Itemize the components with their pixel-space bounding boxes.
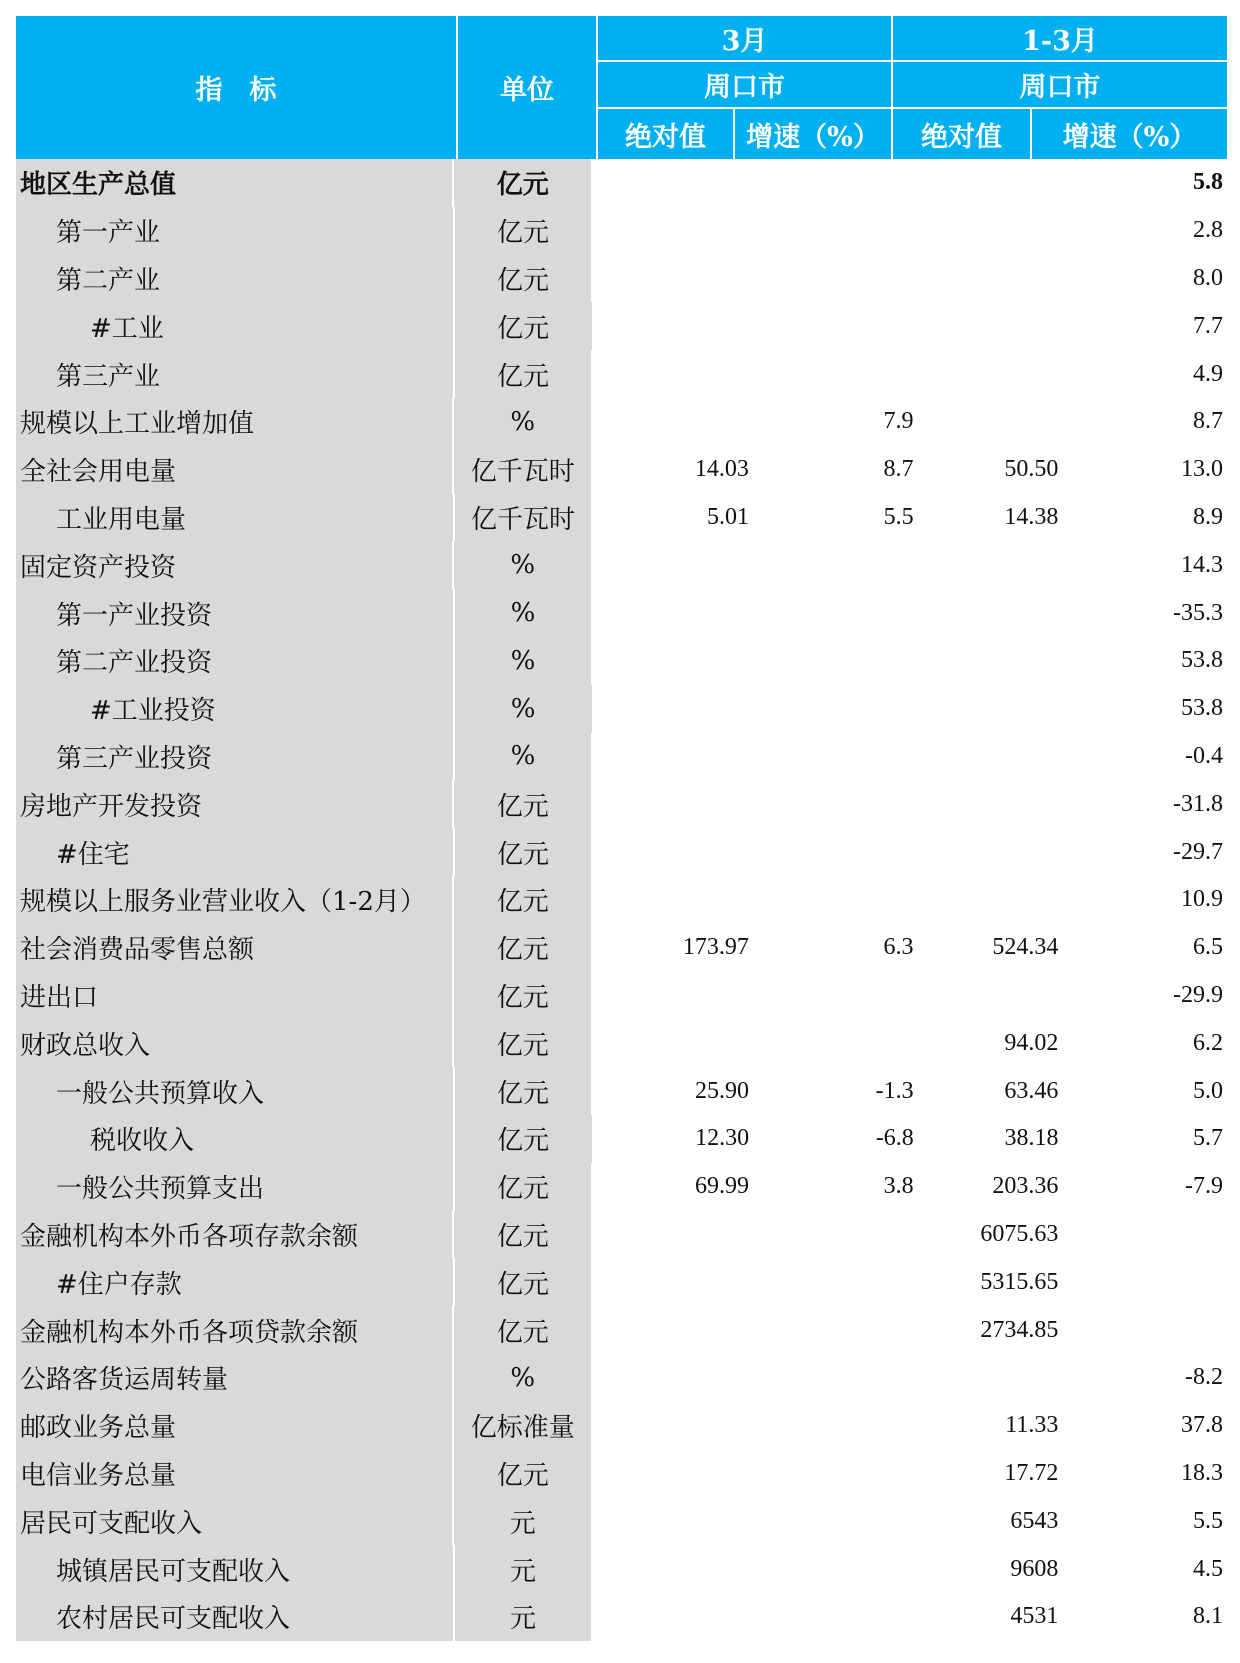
row-q1-abs: 6075.63 xyxy=(980,1220,1059,1247)
row-march-abs xyxy=(593,1497,753,1545)
row-q1-abs xyxy=(918,350,1063,398)
row-march-abs: 69.99 xyxy=(695,1173,750,1200)
table-row xyxy=(16,685,1227,733)
table-row xyxy=(16,1593,1227,1641)
row-march-growth: 8.7 xyxy=(883,456,914,483)
row-unit: % xyxy=(455,589,592,637)
row-q1-growth: 5.8 xyxy=(1192,169,1223,196)
row-q1-growth: 5.7 xyxy=(1193,1125,1223,1152)
table-header xyxy=(16,16,1227,159)
row-indicator: 财政总收入 xyxy=(16,1019,452,1067)
row-q1-growth: 53.8 xyxy=(1181,695,1223,722)
row-unit: % xyxy=(454,1354,591,1402)
row-march-growth: 3.8 xyxy=(883,1173,914,1200)
row-march-abs: 25.90 xyxy=(695,1077,750,1104)
row-march-growth xyxy=(753,1450,918,1498)
row-march-growth xyxy=(753,1402,918,1450)
row-march-abs xyxy=(594,302,754,350)
row-q1-abs: 11.33 xyxy=(1005,1412,1059,1439)
row-q1-abs xyxy=(918,780,1063,828)
row-indicator: 金融机构本外币各项贷款余额 xyxy=(16,1306,452,1354)
row-q1-growth: -0.4 xyxy=(1185,742,1224,769)
row-march-abs xyxy=(593,589,753,637)
row-q1-growth xyxy=(1062,1258,1227,1306)
statistics-table xyxy=(16,16,1227,1641)
row-unit: 亿元 xyxy=(455,1067,592,1115)
row-march-abs: 173.97 xyxy=(682,934,749,961)
header-unit: 单位 xyxy=(500,75,554,106)
table-row xyxy=(16,207,1227,255)
row-q1-abs xyxy=(918,398,1063,446)
row-q1-growth: 4.9 xyxy=(1193,360,1224,387)
row-march-abs xyxy=(593,637,753,685)
row-march-growth xyxy=(753,1497,918,1545)
row-march-abs xyxy=(593,733,753,781)
row-q1-growth: 5.5 xyxy=(1192,1507,1223,1534)
row-indicator: 公路客货运周转量 xyxy=(16,1354,452,1402)
table-row xyxy=(16,1067,1227,1115)
table-row xyxy=(16,1115,1227,1163)
row-march-abs xyxy=(593,207,753,255)
row-unit: 亿千瓦时 xyxy=(454,446,591,494)
row-march-abs xyxy=(593,1258,753,1306)
row-unit: 亿元 xyxy=(454,780,591,828)
row-q1-abs xyxy=(918,255,1063,303)
header-period-q1: 1-3月 xyxy=(1022,25,1098,57)
row-march-growth: 7.9 xyxy=(883,408,914,435)
row-q1-abs: 17.72 xyxy=(1004,1459,1059,1486)
row-unit: 亿元 xyxy=(455,1115,592,1163)
table-row xyxy=(16,637,1227,685)
row-march-abs: 14.03 xyxy=(694,456,749,483)
row-q1-growth: -31.8 xyxy=(1172,790,1223,817)
row-indicator: 工业用电量 xyxy=(16,494,453,542)
row-indicator: 第一产业投资 xyxy=(16,589,453,637)
row-q1-growth: -29.9 xyxy=(1172,981,1223,1008)
row-march-growth xyxy=(753,589,918,637)
row-q1-abs: 203.36 xyxy=(992,1173,1059,1200)
row-q1-growth: -8.2 xyxy=(1184,1364,1223,1391)
row-q1-abs xyxy=(918,207,1063,255)
row-q1-abs xyxy=(918,541,1063,589)
row-march-abs xyxy=(593,828,753,876)
row-q1-growth: 2.8 xyxy=(1193,217,1224,244)
row-indicator: #工业投资 xyxy=(16,685,453,733)
row-q1-abs xyxy=(918,828,1063,876)
row-indicator: 农村居民可支配收入 xyxy=(16,1593,453,1641)
row-march-abs xyxy=(593,1211,753,1259)
row-q1-growth: -35.3 xyxy=(1173,599,1224,626)
row-unit: 亿元 xyxy=(454,1450,591,1498)
row-indicator: 第二产业投资 xyxy=(16,637,453,685)
table-row xyxy=(16,302,1227,350)
row-march-growth xyxy=(753,1593,918,1641)
row-unit: 亿元 xyxy=(454,924,591,972)
row-unit: 亿元 xyxy=(455,255,592,303)
row-march-growth xyxy=(753,828,918,876)
row-q1-growth: 37.8 xyxy=(1180,1412,1223,1439)
row-march-abs xyxy=(593,159,753,207)
row-indicator: 一般公共预算支出 xyxy=(16,1163,453,1211)
row-unit: % xyxy=(454,398,591,446)
row-march-growth xyxy=(753,637,918,685)
row-indicator: #住户存款 xyxy=(16,1258,453,1306)
row-q1-abs xyxy=(918,685,1063,733)
row-q1-growth: 4.5 xyxy=(1193,1555,1224,1582)
row-unit: 亿元 xyxy=(455,1163,592,1211)
table-row xyxy=(16,494,1227,542)
row-indicator: 第三产业投资 xyxy=(16,733,453,781)
row-q1-growth: 8.0 xyxy=(1193,264,1224,291)
row-march-growth: 6.3 xyxy=(883,934,914,961)
row-q1-growth: 6.2 xyxy=(1192,1029,1223,1056)
row-q1-growth: 13.0 xyxy=(1180,456,1223,483)
row-indicator: 规模以上工业增加值 xyxy=(16,398,452,446)
row-q1-growth xyxy=(1062,1211,1227,1259)
row-q1-abs: 50.50 xyxy=(1004,456,1059,483)
row-unit: 亿元 xyxy=(455,207,592,255)
row-march-abs xyxy=(593,1402,753,1450)
row-indicator: #工业 xyxy=(16,302,453,350)
row-march-abs xyxy=(593,1354,753,1402)
table-row xyxy=(16,1306,1227,1354)
row-unit: 亿标准量 xyxy=(454,1402,591,1450)
row-q1-abs xyxy=(918,159,1063,207)
table-row xyxy=(16,780,1227,828)
table-row xyxy=(16,876,1227,924)
row-q1-growth: 14.3 xyxy=(1180,551,1223,578)
row-indicator: 城镇居民可支配收入 xyxy=(16,1545,453,1593)
row-march-abs xyxy=(593,1306,753,1354)
table-row xyxy=(16,924,1227,972)
header-indicator: 指 标 xyxy=(195,75,277,106)
row-q1-abs: 9608 xyxy=(1010,1555,1059,1582)
row-indicator: 邮政业务总量 xyxy=(16,1402,452,1450)
row-q1-abs xyxy=(918,589,1063,637)
row-unit: % xyxy=(455,637,592,685)
row-q1-abs xyxy=(918,637,1063,685)
table-row xyxy=(16,972,1227,1020)
row-indicator: 第三产业 xyxy=(16,350,453,398)
row-indicator: 金融机构本外币各项存款余额 xyxy=(16,1211,452,1259)
row-march-growth xyxy=(753,733,918,781)
row-march-growth xyxy=(753,972,918,1020)
row-q1-growth xyxy=(1062,1306,1227,1354)
header-growth-march: 增速（%） xyxy=(746,121,880,153)
row-q1-abs: 5315.65 xyxy=(980,1268,1059,1295)
row-q1-growth: 8.1 xyxy=(1193,1603,1224,1630)
table-row xyxy=(16,828,1227,876)
row-march-growth xyxy=(753,1306,918,1354)
row-march-abs: 12.30 xyxy=(695,1125,750,1152)
row-unit: 亿元 xyxy=(454,1306,591,1354)
row-q1-abs: 38.18 xyxy=(1004,1125,1059,1152)
row-march-growth xyxy=(753,780,918,828)
row-indicator: 地区生产总值 xyxy=(16,159,452,207)
row-march-growth xyxy=(753,1019,918,1067)
row-march-abs xyxy=(593,876,753,924)
row-indicator: 全社会用电量 xyxy=(16,446,452,494)
row-march-growth xyxy=(753,350,918,398)
header-period-march: 3月 xyxy=(721,25,768,57)
row-q1-abs: 14.38 xyxy=(1004,503,1059,530)
row-indicator: 一般公共预算收入 xyxy=(16,1067,453,1115)
row-march-abs xyxy=(593,1450,753,1498)
row-q1-abs xyxy=(918,1354,1063,1402)
row-march-abs xyxy=(593,780,753,828)
row-march-growth xyxy=(753,541,918,589)
table-row xyxy=(16,1019,1227,1067)
row-march-growth: 5.5 xyxy=(883,503,914,530)
table-row xyxy=(16,1258,1227,1306)
row-unit: 亿千瓦时 xyxy=(455,494,592,542)
row-indicator: 第二产业 xyxy=(16,255,453,303)
table-row xyxy=(16,1211,1227,1259)
row-unit: % xyxy=(455,733,592,781)
row-march-abs xyxy=(593,350,753,398)
row-march-growth xyxy=(753,685,918,733)
header-region-q1: 周口市 xyxy=(1019,72,1101,103)
row-q1-abs xyxy=(918,733,1063,781)
row-q1-abs: 2734.85 xyxy=(980,1316,1059,1343)
row-indicator: 房地产开发投资 xyxy=(16,780,452,828)
row-unit: % xyxy=(455,685,592,733)
row-indicator: 固定资产投资 xyxy=(16,541,452,589)
row-q1-abs: 63.46 xyxy=(1004,1077,1059,1104)
row-q1-growth: 8.9 xyxy=(1193,503,1224,530)
row-march-abs: 5.01 xyxy=(707,503,750,530)
row-unit: 亿元 xyxy=(454,1211,591,1259)
row-march-growth xyxy=(753,207,918,255)
row-unit: % xyxy=(454,541,591,589)
row-march-growth xyxy=(753,876,918,924)
header-growth-q1: 增速（%） xyxy=(1062,121,1197,153)
header-abs-q1: 绝对值 xyxy=(921,121,1002,153)
table-row xyxy=(16,398,1227,446)
row-q1-growth: 8.7 xyxy=(1192,408,1223,435)
row-march-abs xyxy=(593,1593,753,1641)
table-row xyxy=(16,1402,1227,1450)
row-march-abs xyxy=(593,541,753,589)
row-indicator: #住宅 xyxy=(16,828,453,876)
table-row xyxy=(16,446,1227,494)
row-march-abs xyxy=(593,255,753,303)
row-march-growth xyxy=(753,1258,918,1306)
row-unit: 亿元 xyxy=(455,302,592,350)
row-march-growth xyxy=(753,1211,918,1259)
table-row xyxy=(16,1354,1227,1402)
row-q1-abs xyxy=(918,302,1063,350)
row-march-growth xyxy=(753,1545,918,1593)
row-q1-abs xyxy=(918,876,1063,924)
table-row xyxy=(16,1497,1227,1545)
row-q1-growth: 7.7 xyxy=(1193,312,1223,339)
table-body xyxy=(16,159,1227,1641)
row-unit: 亿元 xyxy=(455,1258,592,1306)
row-unit: 亿元 xyxy=(454,1019,591,1067)
row-q1-abs xyxy=(918,972,1063,1020)
row-unit: 亿元 xyxy=(455,350,592,398)
row-march-abs xyxy=(593,1545,753,1593)
row-q1-abs: 4531 xyxy=(1010,1603,1059,1630)
row-unit: 亿元 xyxy=(454,159,591,207)
row-march-abs xyxy=(593,1019,753,1067)
row-indicator: 社会消费品零售总额 xyxy=(16,924,452,972)
row-march-growth xyxy=(753,255,918,303)
row-march-growth: -1.3 xyxy=(875,1077,914,1104)
table-row xyxy=(16,541,1227,589)
row-unit: 亿元 xyxy=(455,828,592,876)
row-q1-growth: 18.3 xyxy=(1180,1459,1223,1486)
table-row xyxy=(16,733,1227,781)
table-row xyxy=(16,1545,1227,1593)
row-march-growth xyxy=(753,159,918,207)
row-march-growth: -6.8 xyxy=(875,1125,914,1152)
row-unit: 元 xyxy=(455,1545,592,1593)
row-unit: 亿元 xyxy=(454,972,591,1020)
row-march-growth xyxy=(753,1354,918,1402)
table-row xyxy=(16,350,1227,398)
row-march-abs xyxy=(594,685,754,733)
row-march-growth xyxy=(753,302,918,350)
table-row xyxy=(16,1450,1227,1498)
row-indicator: 规模以上服务业营业收入（1-2月） xyxy=(16,876,452,924)
table-row xyxy=(16,255,1227,303)
row-indicator: 居民可支配收入 xyxy=(16,1497,452,1545)
row-unit: 元 xyxy=(454,1497,591,1545)
row-march-abs xyxy=(593,972,753,1020)
row-q1-abs: 6543 xyxy=(1010,1507,1059,1534)
row-q1-growth: -7.9 xyxy=(1185,1173,1224,1200)
row-unit: 元 xyxy=(455,1593,592,1641)
row-q1-growth: 10.9 xyxy=(1180,886,1223,913)
row-q1-abs: 524.34 xyxy=(992,934,1059,961)
table-row xyxy=(16,1163,1227,1211)
row-q1-growth: 6.5 xyxy=(1192,934,1223,961)
row-unit: 亿元 xyxy=(454,876,591,924)
row-q1-growth: 5.0 xyxy=(1193,1077,1224,1104)
row-indicator: 第一产业 xyxy=(16,207,453,255)
header-region-march: 周口市 xyxy=(704,72,785,103)
row-indicator: 进出口 xyxy=(16,972,452,1020)
row-q1-growth: 53.8 xyxy=(1181,647,1224,674)
header-abs-march: 绝对值 xyxy=(625,121,706,153)
table-row xyxy=(16,589,1227,637)
row-q1-growth: -29.7 xyxy=(1173,838,1224,865)
row-indicator: 税收收入 xyxy=(16,1115,453,1163)
row-indicator: 电信业务总量 xyxy=(16,1450,452,1498)
row-march-abs xyxy=(593,398,753,446)
row-q1-abs: 94.02 xyxy=(1004,1029,1059,1056)
table-row xyxy=(16,159,1227,207)
